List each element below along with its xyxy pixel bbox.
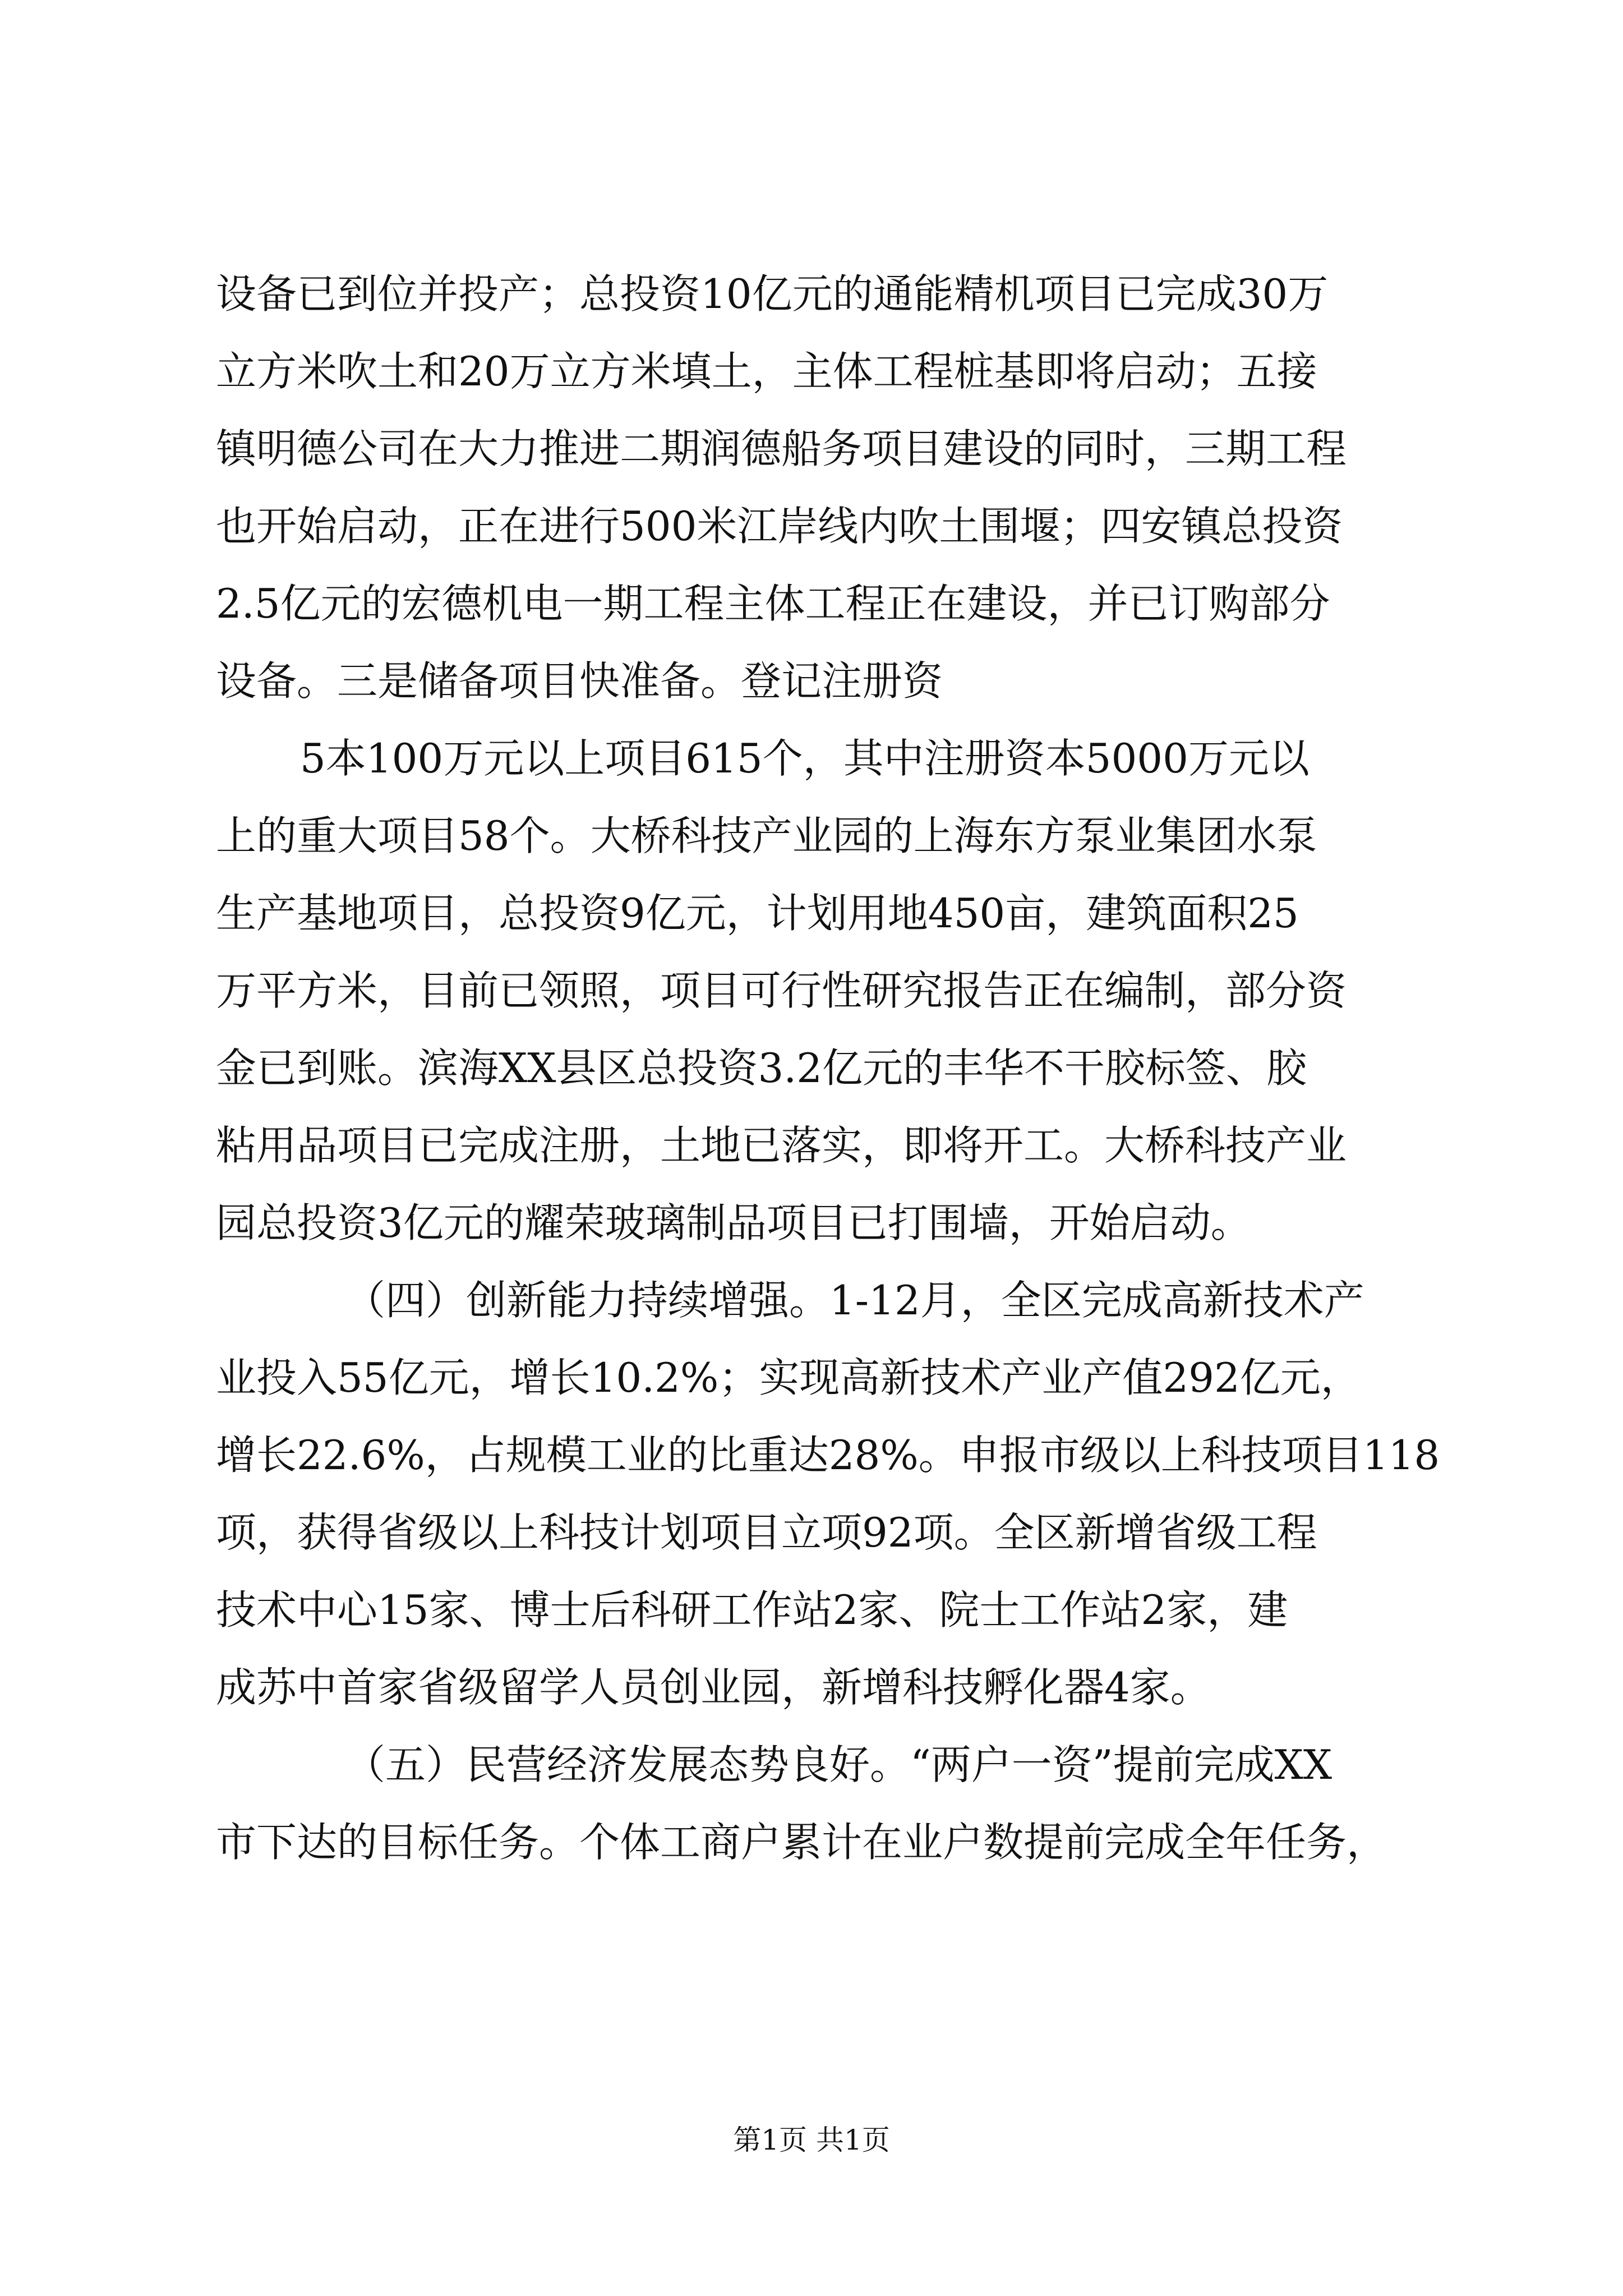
body-line: 设备。三是储备项目快准备。登记注册资 xyxy=(216,657,943,705)
document-body xyxy=(216,255,1440,1881)
section-heading-line: （四）创新能力持续增强。1-12月，全区完成高新技术产 xyxy=(345,1277,1364,1324)
body-line: 立方米吹土和20万立方米填土，主体工程桩基即将启动；五接 xyxy=(216,348,1317,395)
body-line: 粘用品项目已完成注册，土地已落实，即将开工。大桥科技产业 xyxy=(216,1122,1347,1169)
body-line: 镇明德公司在大力推进二期润德船务项目建设的同时，三期工程 xyxy=(216,425,1347,472)
body-line: 金已到账。滨海XX县区总投资3.2亿元的丰华不干胶标签、胶 xyxy=(216,1045,1307,1092)
body-line: 成苏中首家省级留学人员创业园，新增科技孵化器4家。 xyxy=(216,1664,1211,1711)
body-line: 项，获得省级以上科技计划项目立项92项。全区新增省级工程 xyxy=(216,1509,1317,1556)
body-line: 设备已到位并投产；总投资10亿元的通能精机项目已完成30万 xyxy=(216,270,1329,318)
body-line: 技术中心15家、博士后科研工作站2家、院士工作站2家，建 xyxy=(216,1586,1288,1634)
section-heading-line: （五）民营经济发展态势良好。“两户一资”提前完成XX xyxy=(345,1741,1332,1788)
body-line: 增长22.6%，占规模工业的比重达28%。申报市级以上科技项目118 xyxy=(216,1432,1440,1479)
body-line: 万平方米，目前已领照，项目可行性研究报告正在编制，部分资 xyxy=(216,967,1347,1014)
body-line: 上的重大项目58个。大桥科技产业园的上海东方泵业集团水泵 xyxy=(216,812,1317,859)
page-footer: 第1页 共1页 xyxy=(733,2124,890,2156)
body-line: 市下达的目标任务。个体工商户累计在业户数提前完成全年任务， xyxy=(216,1819,1387,1866)
body-line: 生产基地项目，总投资9亿元，计划用地450亩，建筑面积25 xyxy=(216,890,1299,937)
body-line: 5本100万元以上项目615个，其中注册资本5000万元以 xyxy=(300,735,1310,782)
body-line: 园总投资3亿元的耀荣玻璃制品项目已打围墙，开始启动。 xyxy=(216,1199,1251,1246)
body-line: 业投入55亿元，增长10.2%；实现高新技术产业产值292亿元， xyxy=(216,1354,1361,1401)
body-line: 2.5亿元的宏德机电一期工程主体工程正在建设，并已订购部分 xyxy=(216,580,1330,627)
body-line: 也开始启动，正在进行500米江岸线内吹土围堰；四安镇总投资 xyxy=(216,503,1343,550)
